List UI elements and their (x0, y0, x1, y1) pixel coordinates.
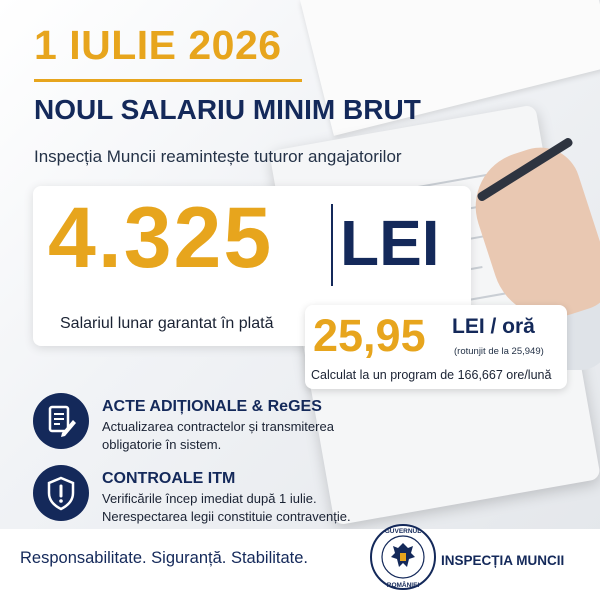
svg-text:ROMÂNIEI: ROMÂNIEI (386, 582, 420, 589)
hourly-rounding-note: (rotunjit de la 25,949) (454, 346, 544, 357)
footer-slogan: Responsabilitate. Siguranță. Stabilitate. (20, 549, 309, 567)
hourly-caption: Calculat la un program de 166,667 ore/lună (311, 368, 552, 382)
hourly-value: 25,95 (313, 310, 426, 361)
subheadline: Inspecția Muncii reamintește tuturor angajatorilor (34, 147, 402, 166)
feature-text-controale-line1: Verificările încep imediat după 1 iulie. (102, 491, 317, 506)
hourly-unit: LEI / oră (452, 315, 535, 338)
svg-text:GUVERNUL: GUVERNUL (384, 528, 422, 535)
headline: NOUL SALARIU MINIM BRUT (34, 94, 421, 125)
salary-divider (331, 204, 333, 286)
salary-caption: Salariul lunar garantat în plată (60, 315, 274, 332)
feature-text-acte-line1: Actualizarea contractelor și transmiterea (102, 419, 334, 434)
document-edit-icon (33, 393, 89, 449)
date-title: 1 IULIE 2026 (34, 22, 282, 68)
feature-text-acte-line2: obligatorie în sistem. (102, 437, 222, 452)
feature-title-controale: CONTROALE ITM (102, 470, 236, 487)
government-seal-logo (369, 523, 437, 591)
title-underline (34, 79, 302, 82)
feature-text-controale-line2: Nerespectarea legii constituie contravenție. (102, 509, 351, 524)
salary-amount: 4.325 (48, 190, 274, 286)
feature-title-acte: ACTE ADIȚIONALE & ReGES (102, 398, 322, 415)
shield-alert-icon (33, 465, 89, 521)
organization-name: INSPECȚIA MUNCII (441, 553, 565, 568)
salary-currency: LEI (340, 207, 440, 279)
